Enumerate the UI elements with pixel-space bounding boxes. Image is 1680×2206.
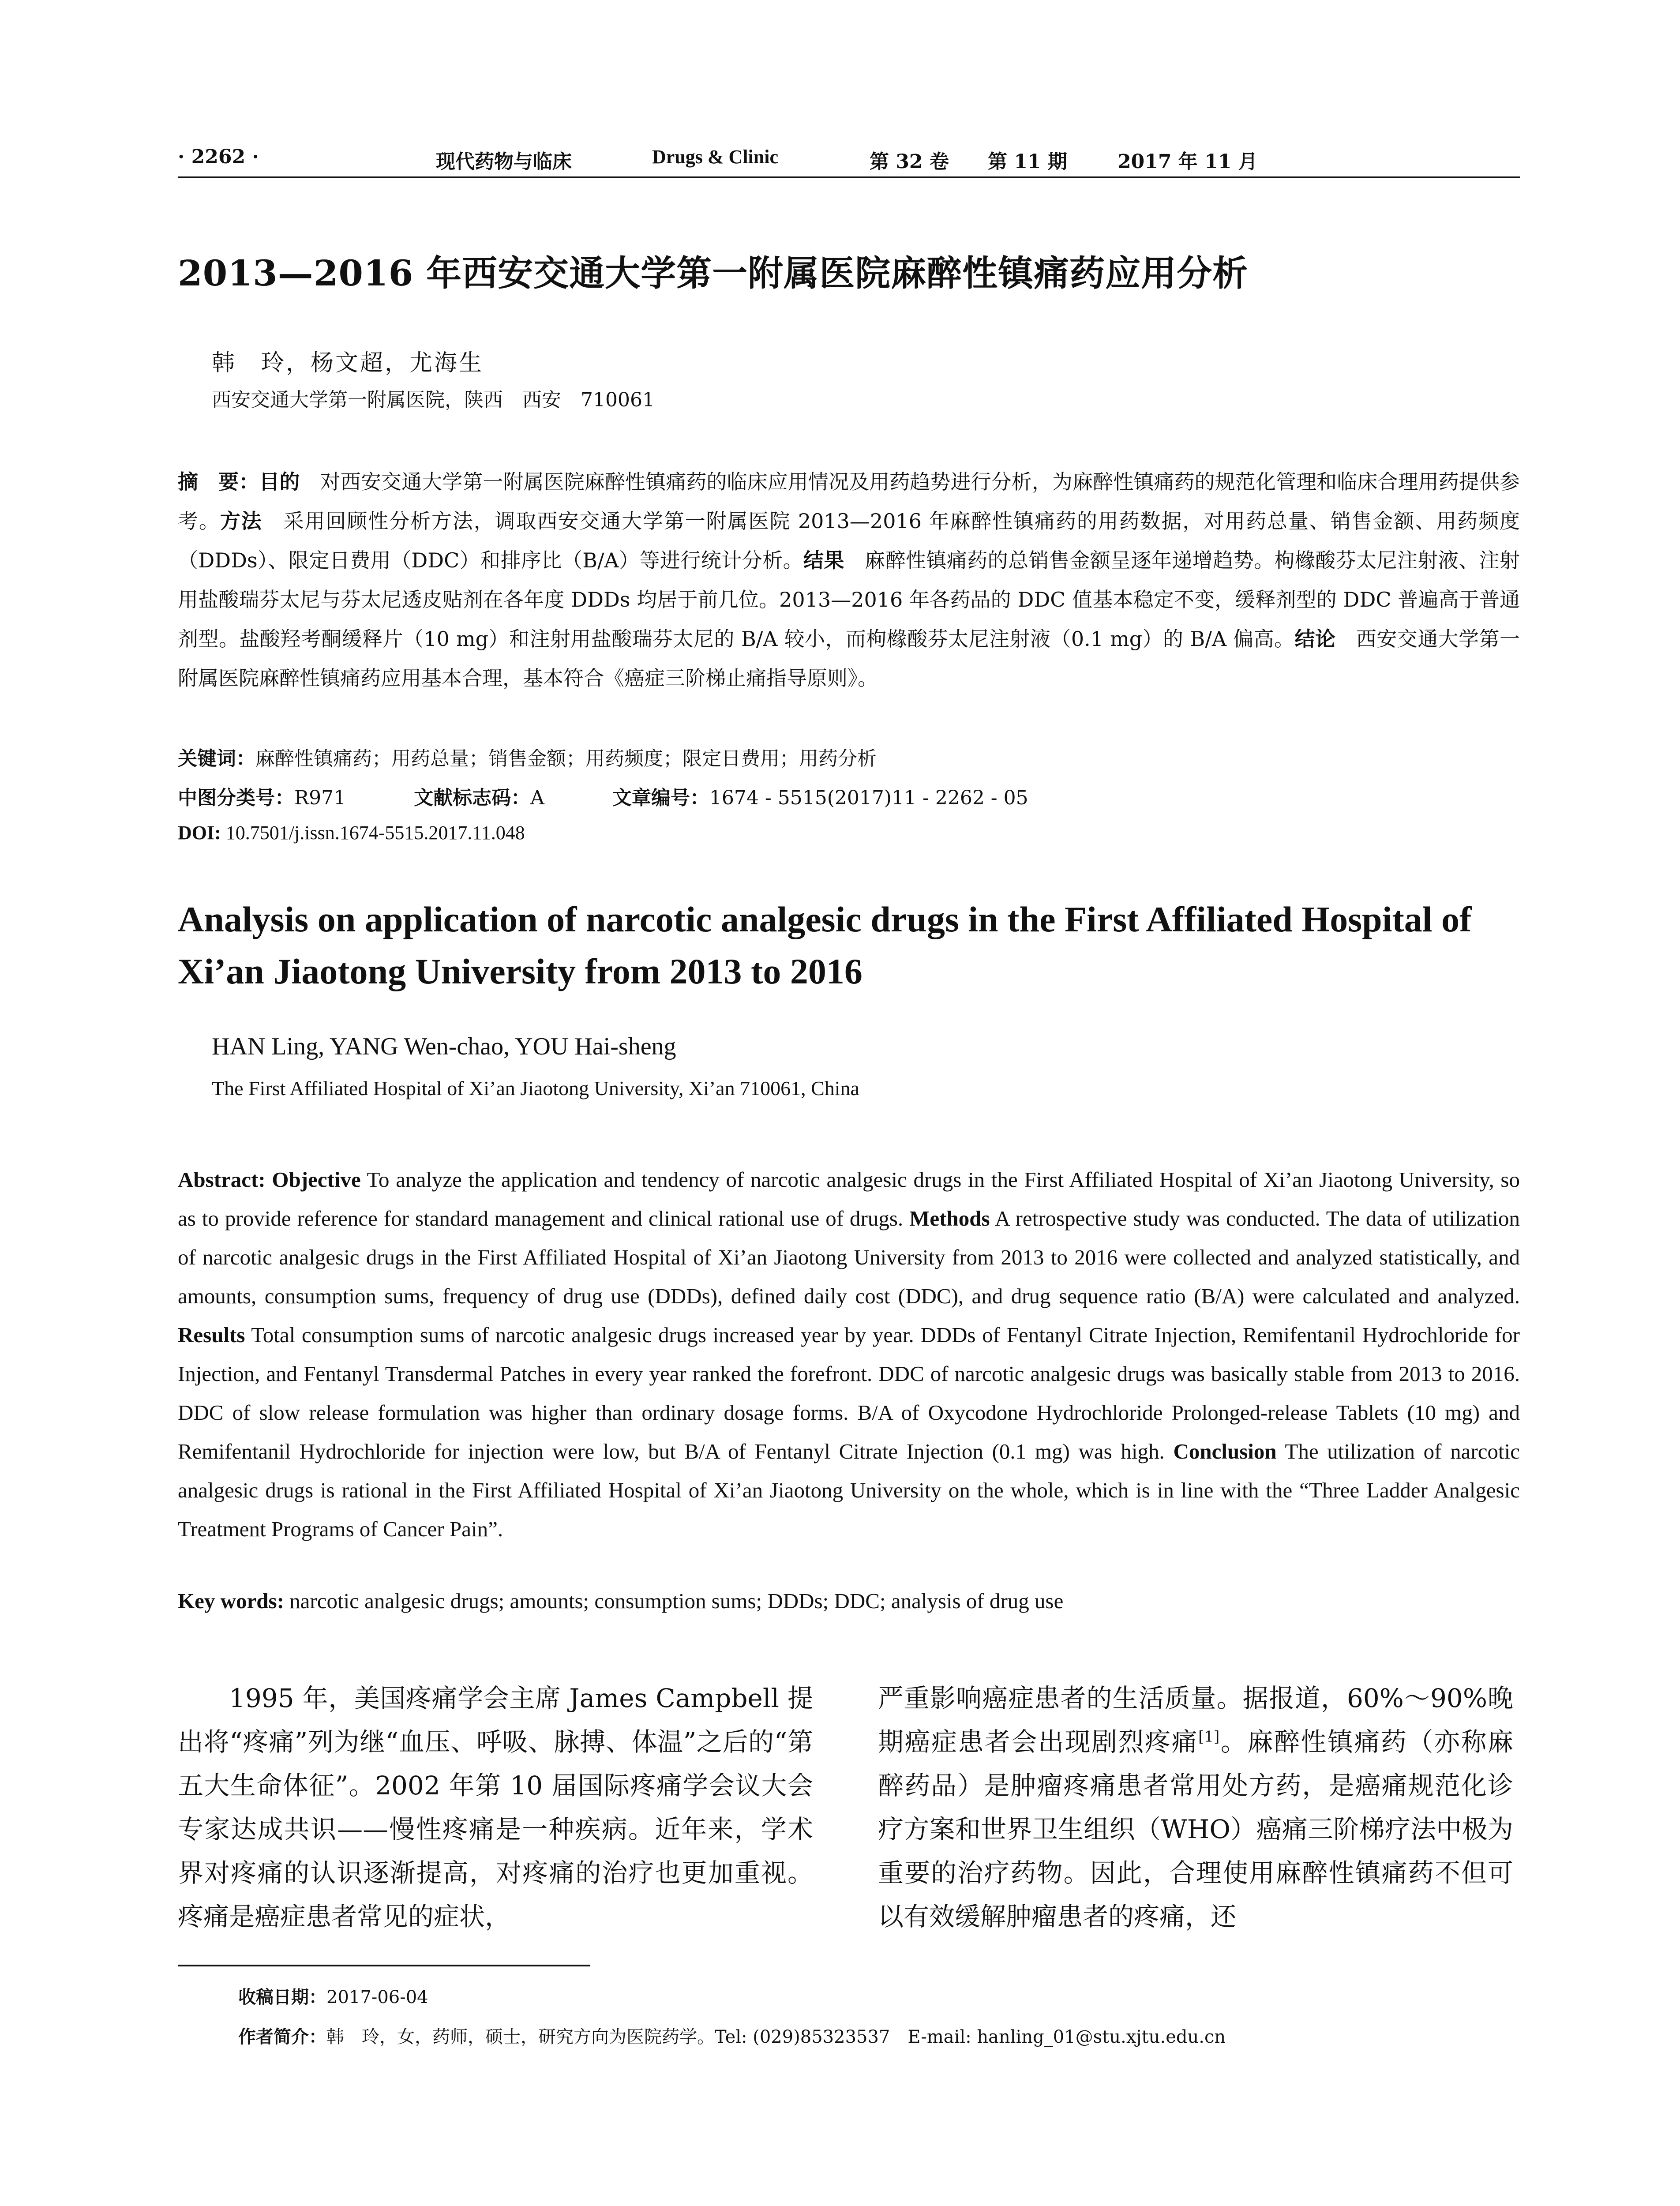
doi-label: DOI: — [178, 822, 221, 844]
journal-name-cn: 现代药物与临床 — [436, 150, 572, 173]
body-column-right — [878, 1677, 1513, 1939]
results-label-cn: 结果 — [803, 548, 844, 572]
received-date — [238, 1983, 428, 2008]
page-number: · 2262 · — [178, 146, 259, 168]
body-column-left: 1995 年，美国疼痛学会主席 James Campbell 提出将“疼痛”列为继“血压、呼吸、脉搏、体温”之后的“第五大生命体征”。2002 年第 10 届国际疼痛学会议大会专家达成共识——慢性疼痛是一种疾病。近年来，学术界对疼痛的认识逐渐提高，对疼痛的治疗也更加重视。疼痛是癌症患者常见的症状， — [178, 1683, 813, 1932]
article-number-label: 文章编号： — [612, 787, 709, 809]
methods-text-cn: 采用回顾性分析方法，调取西安交通大学第一附属医院 2013—2016 年麻醉性镇痛药的用药数据，对用药总量、销售金额、用药频度（DDDs）、限定日费用（DDC）和排序比（B/A）等进行统计分析。 — [178, 509, 1520, 572]
conclusion-text-en: The utilization of narcotic analgesic drugs is rational in the First Affiliated Hospital of Xi’an Jiaotong University on the whole, which is in line with the “Three Ladder Analgesic Treatment Programs of Cancer Pain”. — [178, 1439, 1520, 1541]
author-bio-text: 韩 玲，女，药师，硕士，研究方向为医院药学。Tel: (029)85323537 E-mail: hanling_01@stu.xjtu.edu.cn — [326, 2027, 1226, 2047]
keywords-label-cn: 关键词： — [178, 747, 255, 770]
author-bio-label: 作者简介： — [238, 2027, 326, 2047]
conclusion-label-en: Conclusion — [1173, 1439, 1277, 1463]
body-text-right-a: 严重影响癌症患者的生活质量。据报道，60%～90%晚期癌症患者会出现剧烈疼痛 — [878, 1683, 1513, 1757]
conclusion-text-cn: 西安交通大学第一附属医院麻醉性镇痛药应用基本合理，基本符合《癌症三阶梯止痛指导原则》。 — [178, 627, 1520, 690]
objective-label-cn: 目的 — [259, 470, 300, 494]
methods-label-cn: 方法 — [220, 509, 262, 533]
affiliation-cn: 西安交通大学第一附属医院，陕西 西安 710061 — [212, 389, 655, 411]
objective-text-en: To analyze the application and tendency of narcotic analgesic drugs in the First Affiliated Hospital of Xi’an Jiaotong University, so as to provide reference for standard management and clinical rational use of drugs. — [178, 1167, 1520, 1231]
doi-link[interactable]: 10.7501/j.issn.1674-5515.2017.11.048 — [221, 822, 525, 844]
keywords-text-en: narcotic analgesic drugs; amounts; consumption sums; DDDs; DDC; analysis of drug use — [289, 1589, 1064, 1613]
footnote-divider — [178, 1965, 590, 1966]
authors-en: HAN Ling, YANG Wen-chao, YOU Hai-sheng — [212, 1033, 676, 1060]
keywords-cn — [178, 743, 877, 771]
article-number-field — [612, 787, 1028, 809]
paper-title-en: Analysis on application of narcotic analgesic drugs in the First Affiliated Hospital of Xi’an Jiaotong University from 2013 to 2016 — [178, 899, 1472, 991]
objective-label-en: Objective — [272, 1167, 361, 1192]
doc-code-label: 文献标志码： — [414, 787, 531, 809]
running-header — [178, 142, 1520, 177]
abstract-en — [178, 1160, 1520, 1549]
journal-name-en: Drugs & Clinic — [652, 146, 778, 168]
clc-field — [178, 787, 346, 809]
author-bio — [238, 2023, 1226, 2048]
issue-date: 2017 年 11 月 — [1118, 150, 1258, 173]
clc-label: 中图分类号： — [178, 787, 294, 809]
objective-text-cn: 对西安交通大学第一附属医院麻醉性镇痛药的临床应用情况及用药趋势进行分析，为麻醉性镇痛药的规范化管理和临床合理用药提供参考。 — [178, 470, 1520, 533]
article-number-value: 1674 - 5515(2017)11 - 2262 - 05 — [709, 787, 1028, 809]
results-text-cn: 麻醉性镇痛药的总销售金额呈逐年递增趋势。枸橼酸芬太尼注射液、注射用盐酸瑞芬太尼与芬太尼透皮贴剂在各年度 DDDs 均居于前几位。2013—2016 年各药品的 DDC 值基本稳定不变，缓释剂型的 DDC 普遍高于普通剂型。盐酸羟考酮缓释片（10 mg）和注射用盐酸瑞芬太尼的 B/A 较小，而枸橼酸芬太尼注射液（0.1 mg）的 B/A 偏高。 — [178, 548, 1520, 651]
conclusion-label-cn: 结论 — [1294, 627, 1336, 651]
received-value: 2017-06-04 — [326, 1987, 428, 2007]
results-text-en: Total consumption sums of narcotic analgesic drugs increased year by year. DDDs of Fentanyl Citrate Injection, Remifentanil Hydrochloride for Injection, and Fentanyl Transdermal Patches in every year ranked the forefront. DDC of narcotic analgesic drugs was basically stable from 2013 to 2016. DDC of slow release formulation was higher than ordinary dosage forms. B/A of Oxycodone Hydrochloride Prolonged-release Tablets (10 mg) and Remifentanil Hydrochloride for injection were low, but B/A of Fentanyl Citrate Injection (0.1 mg) was high. — [178, 1323, 1520, 1463]
citation-ref-1[interactable]: [1] — [1198, 1728, 1220, 1746]
abstract-label-en: Abstract: — [178, 1167, 272, 1192]
affiliation-en: The First Affiliated Hospital of Xi’an Jiaotong University, Xi’an 710061, China — [212, 1077, 859, 1099]
methods-label-en: Methods — [909, 1206, 990, 1231]
received-label: 收稿日期： — [238, 1987, 326, 2007]
paper-title-cn: 2013—2016 年西安交通大学第一附属医院麻醉性镇痛药应用分析 — [178, 252, 1249, 294]
keywords-text-cn: 麻醉性镇痛药；用药总量；销售金额；用药频度；限定日费用；用药分析 — [255, 747, 877, 770]
body-text-right-b: 。麻醉性镇痛药（亦称麻醉药品）是肿瘤疼痛患者常用处方药，是癌痛规范化诊疗方案和世界卫生组织（WHO）癌痛三阶梯疗法中极为重要的治疗药物。因此，合理使用麻醉性镇痛药不但可以有效缓解肿瘤患者的疼痛，还 — [878, 1727, 1513, 1932]
classification-line — [178, 782, 1090, 810]
volume: 第 32 卷 — [870, 150, 949, 173]
keywords-label-en: Key words: — [178, 1589, 290, 1613]
keywords-en — [178, 1588, 1063, 1613]
abstract-cn — [178, 462, 1520, 698]
abstract-label-cn: 摘 要： — [178, 470, 259, 494]
header-divider — [178, 176, 1520, 178]
issue: 第 11 期 — [988, 150, 1067, 173]
clc-value: R971 — [294, 787, 346, 809]
doi-line — [178, 822, 525, 844]
results-label-en: Results — [178, 1323, 245, 1347]
methods-text-en: A retrospective study was conducted. The data of utilization of narcotic analgesic drugs in the First Affiliated Hospital of Xi’an Jiaotong University from 2013 to 2016 were collected and analyzed statistically, and amounts, consumption sums, frequency of drug use (DDDs), defined daily cost (DDC), and drug sequence ratio (B/A) were calculated and analyzed. — [178, 1206, 1520, 1308]
doc-code-value: A — [530, 787, 544, 809]
authors-cn: 韩 玲，杨文超，尤海生 — [212, 350, 484, 376]
doc-code-field — [414, 787, 544, 809]
